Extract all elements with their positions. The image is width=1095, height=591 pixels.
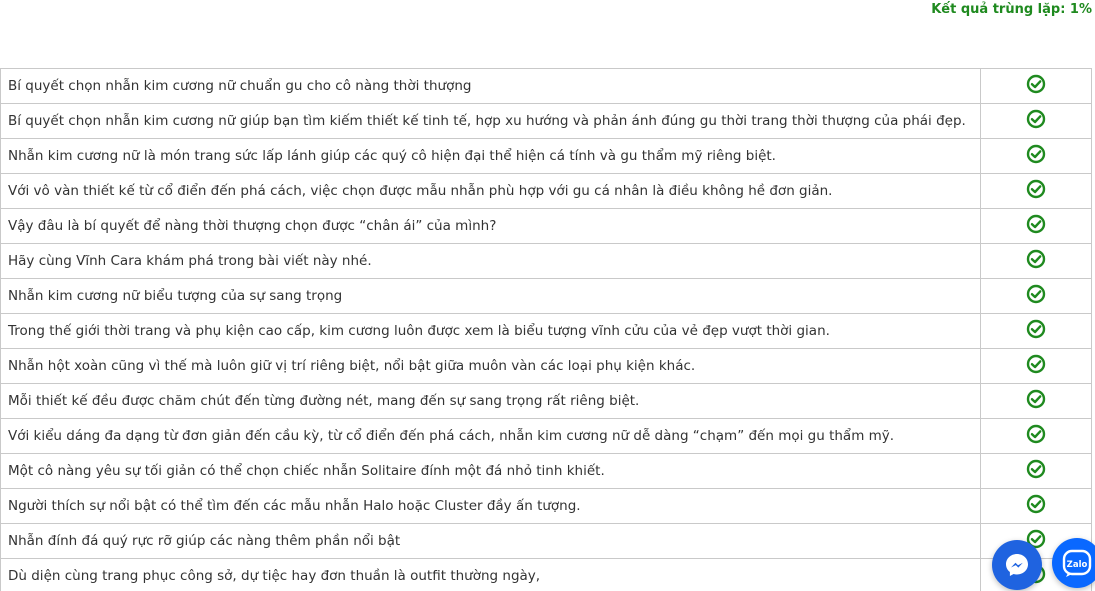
- check-circle-icon: [1026, 249, 1046, 269]
- check-circle-icon: [1026, 144, 1046, 164]
- sentence-text: Nhẫn kim cương nữ biểu tượng của sự sang trọng: [1, 279, 981, 314]
- status-cell: [981, 69, 1092, 104]
- status-cell: [981, 454, 1092, 489]
- table-row: [1, 419, 1092, 454]
- sentence-text: Dù diện cùng trang phục công sở, dự tiệc hay đơn thuần là outfit thường ngày,: [1, 559, 981, 591]
- status-cell: [981, 104, 1092, 139]
- table-row: [1, 139, 1092, 174]
- check-circle-icon: [1026, 214, 1046, 234]
- status-cell: [981, 209, 1092, 244]
- sentence-text: Mỗi thiết kế đều được chăm chút đến từng đường nét, mang đến sự sang trọng rất riêng biệt.: [1, 384, 981, 419]
- sentence-result-body: [1, 69, 1092, 591]
- check-circle-icon: [1026, 354, 1046, 374]
- sentence-text: Nhẫn đính đá quý rực rỡ giúp các nàng thêm phần nổi bật: [1, 524, 981, 559]
- similarity-result-label: Kết quả trùng lặp: 1%: [931, 2, 1092, 17]
- sentence-text: Nhẫn kim cương nữ là món trang sức lấp lánh giúp các quý cô hiện đại thể hiện cá tính và gu thẩm mỹ riêng biệt.: [1, 139, 981, 174]
- table-row: [1, 454, 1092, 489]
- status-cell: [981, 489, 1092, 524]
- table-row: [1, 384, 1092, 419]
- check-circle-icon: [1026, 109, 1046, 129]
- status-cell: [981, 384, 1092, 419]
- check-circle-icon: [1026, 319, 1046, 339]
- zalo-chat-button[interactable]: [1052, 538, 1095, 588]
- table-row: [1, 489, 1092, 524]
- table-row: [1, 349, 1092, 384]
- messenger-icon: [1002, 550, 1032, 580]
- sentence-result-table: [0, 68, 1092, 591]
- messenger-chat-button[interactable]: [992, 540, 1042, 590]
- table-row: [1, 209, 1092, 244]
- status-cell: [981, 279, 1092, 314]
- table-row: [1, 314, 1092, 349]
- sentence-text: Vậy đâu là bí quyết để nàng thời thượng chọn được “chân ái” của mình?: [1, 209, 981, 244]
- check-circle-icon: [1026, 389, 1046, 409]
- table-row: [1, 174, 1092, 209]
- sentence-text: Nhẫn hột xoàn cũng vì thế mà luôn giữ vị trí riêng biệt, nổi bật giữa muôn vàn các loại phụ kiện khác.: [1, 349, 981, 384]
- table-row: [1, 559, 1092, 591]
- zalo-label: Zalo: [1066, 560, 1088, 570]
- check-circle-icon: [1026, 74, 1046, 94]
- sentence-text: Bí quyết chọn nhẫn kim cương nữ chuẩn gu cho cô nàng thời thượng: [1, 69, 981, 104]
- sentence-text: Với kiểu dáng đa dạng từ đơn giản đến cầu kỳ, từ cổ điển đến phá cách, nhẫn kim cương nữ dễ dàng “chạm” đến mọi gu thẩm mỹ.: [1, 419, 981, 454]
- sentence-text: Với vô vàn thiết kế từ cổ điển đến phá cách, việc chọn được mẫu nhẫn phù hợp với gu cá nhân là điều không hề đơn giản.: [1, 174, 981, 209]
- status-cell: [981, 419, 1092, 454]
- table-row: [1, 69, 1092, 104]
- check-circle-icon: [1026, 494, 1046, 514]
- sentence-text: Trong thế giới thời trang và phụ kiện cao cấp, kim cương luôn được xem là biểu tượng vĩnh cửu của vẻ đẹp vượt thời gian.: [1, 314, 981, 349]
- table-row: [1, 244, 1092, 279]
- sentence-text: Người thích sự nổi bật có thể tìm đến các mẫu nhẫn Halo hoặc Cluster đầy ấn tượng.: [1, 489, 981, 524]
- check-circle-icon: [1026, 424, 1046, 444]
- status-cell: [981, 349, 1092, 384]
- status-cell: [981, 244, 1092, 279]
- zalo-icon: [1061, 547, 1093, 579]
- table-row: [1, 104, 1092, 139]
- status-cell: [981, 314, 1092, 349]
- sentence-text: Bí quyết chọn nhẫn kim cương nữ giúp bạn tìm kiếm thiết kế tinh tế, hợp xu hướng và phản ánh đúng gu thời trang thời thượng của phái đẹp.: [1, 104, 981, 139]
- status-cell: [981, 174, 1092, 209]
- check-circle-icon: [1026, 459, 1046, 479]
- check-circle-icon: [1026, 179, 1046, 199]
- sentence-text: Một cô nàng yêu sự tối giản có thể chọn chiếc nhẫn Solitaire đính một đá nhỏ tinh khiết.: [1, 454, 981, 489]
- table-row: [1, 524, 1092, 559]
- sentence-text: Hãy cùng Vĩnh Cara khám phá trong bài viết này nhé.: [1, 244, 981, 279]
- table-row: [1, 279, 1092, 314]
- check-circle-icon: [1026, 284, 1046, 304]
- status-cell: [981, 139, 1092, 174]
